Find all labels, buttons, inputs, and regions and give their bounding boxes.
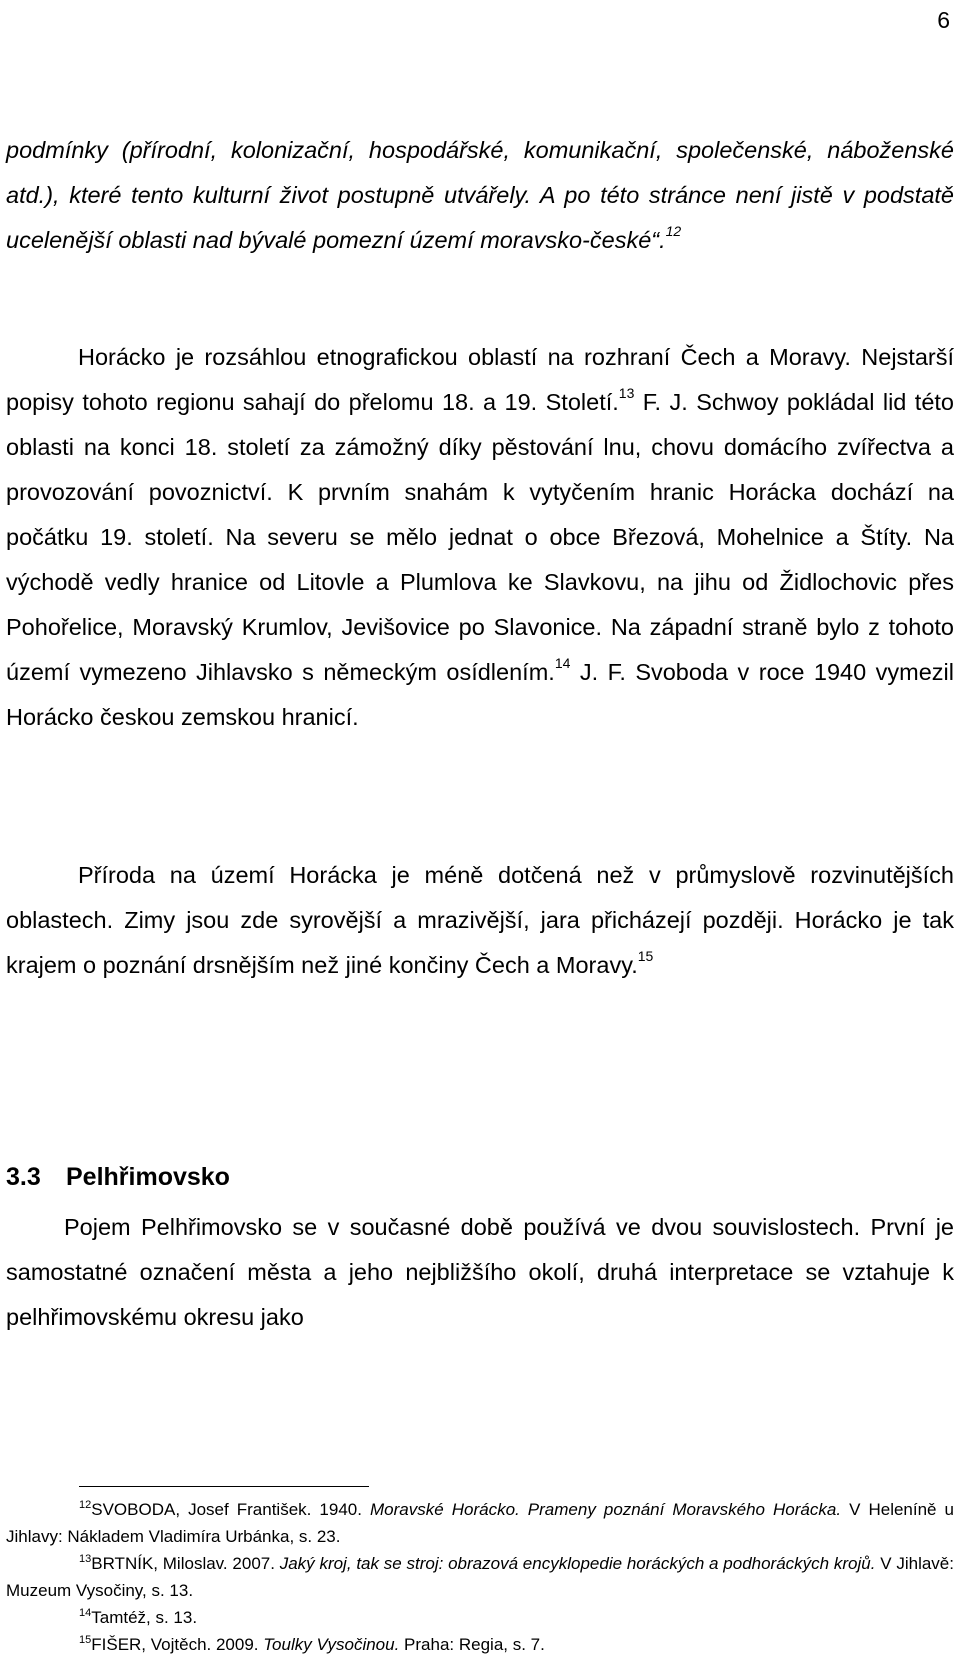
section-title: Pelhřimovsko — [66, 1163, 230, 1191]
paragraph-pelhrimovsko-text: Pojem Pelhřimovsko se v současné době používá ve dvou souvislostech. První je samostatné označení města a jeho nejbližšího okolí, druhá interpretace se vztahuje k pelhřimovskému okresu jako — [6, 1214, 954, 1330]
paragraph-quote — [6, 128, 954, 263]
paragraph-horacko-text-a: Horácko je rozsáhlou etnografickou oblastí na rozhraní Čech a Moravy. Nejstarší popisy tohoto regionu sahají do přelomu 18. a 19. Století. — [6, 344, 954, 415]
paragraph-nature-text: Příroda na území Horácka je méně dotčená než v průmyslově rozvinutějších oblastech. Zimy jsou zde syrovější a mrazivější, jara přicházejí později. Horácko je tak krajem o poznání drsnějším než jiné končiny Čech a Moravy. — [6, 862, 954, 978]
section-heading — [6, 1160, 230, 1194]
footnote-12 — [6, 1496, 954, 1550]
footnote-title: Toulky Vysočinou. — [263, 1635, 400, 1654]
section-number: 3.3 — [6, 1163, 41, 1191]
footnote-title: Moravské Horácko. Prameny poznání Moravského Horácka. — [370, 1500, 842, 1519]
footnote-ref-13: 13 — [618, 385, 635, 401]
footnote-number: 14 — [79, 1607, 92, 1619]
footnote-author: BRTNÍK, Miloslav. 2007. — [91, 1554, 280, 1573]
footnote-14 — [6, 1604, 954, 1631]
footnote-author: Tamtéž, s. 13. — [91, 1608, 198, 1627]
footnote-author: FIŠER, Vojtěch. 2009. — [91, 1635, 264, 1654]
footnote-ref-12: 12 — [665, 223, 682, 239]
footnote-author: SVOBODA, Josef František. 1940. — [91, 1500, 371, 1519]
paragraph-quote-text: podmínky (přírodní, kolonizační, hospodářské, komunikační, společenské, náboženské atd.), které tento kulturní život postupně utvářely. A po této stránce není jistě v podstatě ucelenější oblasti nad bývalé pomezní území moravsko-české“. — [6, 137, 954, 253]
footnote-separator — [79, 1486, 369, 1487]
footnote-rest: Praha: Regia, s. 7. — [399, 1635, 545, 1654]
footnote-13 — [6, 1550, 954, 1604]
footnote-ref-15: 15 — [637, 948, 654, 964]
footnote-number: 13 — [79, 1553, 92, 1565]
paragraph-horacko-region — [6, 335, 954, 740]
footnote-rest: V Jihlavě: Muzeum Vysočiny, s. 13. — [6, 1554, 954, 1600]
footnote-rest: V Heleníně u Jihlavy: Nákladem Vladimíra Urbánka, s. 23. — [6, 1500, 954, 1546]
paragraph-pelhrimovsko — [6, 1205, 954, 1340]
page-number: 6 — [937, 7, 950, 33]
footnote-number: 12 — [79, 1499, 92, 1511]
footnote-title: Jaký kroj, tak se stroj: obrazová encyklopedie horáckých a podhoráckých krojů. — [279, 1554, 876, 1573]
footnote-number: 15 — [79, 1634, 92, 1646]
footnote-15 — [6, 1631, 954, 1658]
footnote-ref-14: 14 — [554, 655, 571, 671]
paragraph-nature — [6, 853, 954, 988]
paragraph-horacko-text-b: F. J. Schwoy pokládal lid této oblasti na konci 18. století za zámožný díky pěstování lnu, chovu domácího zvířectva a provozování povoznictví. K prvním snahám k vytyčením hranic Horácka dochází na počátku 19. století. Na severu se mělo jednat o obce Březová, Mohelnice a Štíty. Na východě vedly hranice od Litovle a Plumlova ke Slavkovu, na jihu od Židlochovic přes Pohořelice, Moravský Krumlov, Jevišovice po Slavonice. Na západní straně bylo z tohoto území vymezeno Jihlavsko s německým osídlením. — [6, 389, 954, 685]
paragraph-horacko-text-c: J. F. Svoboda v roce 1940 vymezil Horácko českou zemskou hranicí. — [6, 659, 954, 730]
footnotes — [6, 1496, 954, 1658]
